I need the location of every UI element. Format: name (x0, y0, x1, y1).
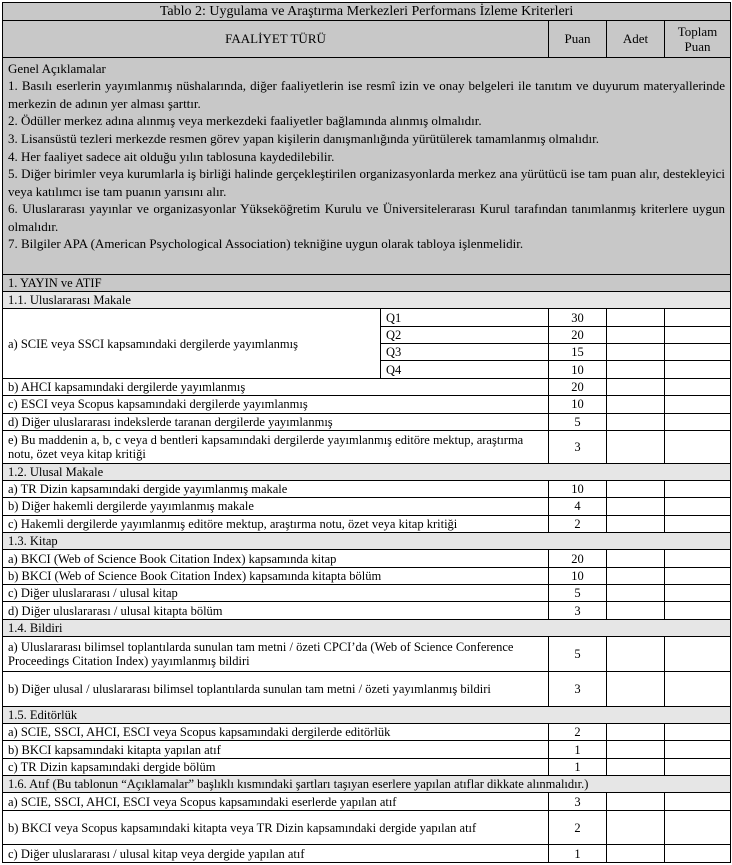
points-value: 10 (549, 480, 607, 497)
criterion-label: c) Diğer uluslararası / ulusal kitap veya dergide yapılan atıf (3, 845, 549, 863)
points-value: 2 (549, 810, 607, 845)
note-item: 3. Lisansüstü tezleri merkezde resmen görev yapan kişilerin danışmanlığında yürütülerek tamamlanmış olmalıdır. (8, 130, 599, 146)
points-value: 15 (549, 344, 607, 361)
total-cell[interactable] (665, 309, 731, 326)
section-heading: 1. YAYIN ve ATIF (3, 274, 731, 291)
criterion-label: b) Diğer hakemli dergilerde yayımlanmış makale (3, 498, 549, 515)
criterion-label: b) Diğer ulusal / uluslararası bilimsel toplantılarda sunulan tam metni / özeti yayımlanmış bildiri (3, 671, 549, 706)
note-item: 4. Her faaliyet sadece ait olduğu yılın tablosuna kaydedilebilir. (8, 148, 335, 164)
criterion-label: c) ESCI veya Scopus kapsamındaki dergilerde yayımlanmış (3, 396, 549, 413)
count-cell[interactable] (607, 413, 665, 430)
count-cell[interactable] (607, 810, 665, 845)
count-cell[interactable] (607, 567, 665, 584)
criterion-label: c) Diğer uluslararası / ulusal kitap (3, 585, 549, 602)
total-cell[interactable] (665, 361, 731, 378)
total-cell[interactable] (665, 723, 731, 740)
criterion-label: e) Bu maddenin a, b, c veya d bentleri kapsamındaki dergilerde yayımlanmış editöre mektup, araştırma notu, özet veya kitap kritiği (3, 430, 549, 463)
points-value: 3 (549, 671, 607, 706)
total-cell[interactable] (665, 498, 731, 515)
quartile-label: Q3 (381, 344, 549, 361)
count-cell[interactable] (607, 845, 665, 863)
points-value: 5 (549, 413, 607, 430)
count-cell[interactable] (607, 326, 665, 343)
criterion-label: a) SCIE veya SSCI kapsamındaki dergilerde yayımlanmış (3, 309, 381, 378)
quartile-label: Q4 (381, 361, 549, 378)
total-cell[interactable] (665, 602, 731, 619)
note-item: 6. Uluslararası yayınlar ve organizasyonlar Yükseköğretim Kurulu ve Üniversitelerarası Kurul tarafından tanımlanmış kriterlere uygun olmalıdır. (8, 201, 726, 234)
subsection-heading: 1.3. Kitap (3, 533, 731, 550)
criterion-label: a) BKCI (Web of Science Book Citation Index) kapsamında kitap (3, 550, 549, 567)
total-cell[interactable] (665, 567, 731, 584)
header-total-points: Toplam Puan (665, 21, 731, 58)
total-cell[interactable] (665, 430, 731, 463)
points-value: 10 (549, 396, 607, 413)
note-item: 2. Ödüller merkez adına alınmış veya merkezdeki faaliyetler bağlamında alınmış olmalıdır. (8, 113, 482, 129)
count-cell[interactable] (607, 637, 665, 672)
count-cell[interactable] (607, 602, 665, 619)
points-value: 1 (549, 741, 607, 758)
total-cell[interactable] (665, 413, 731, 430)
total-cell[interactable] (665, 810, 731, 845)
count-cell[interactable] (607, 480, 665, 497)
count-cell[interactable] (607, 344, 665, 361)
subsection-heading: 1.1. Uluslararası Makale (3, 292, 731, 309)
count-cell[interactable] (607, 723, 665, 740)
note-item: 1. Basılı eserlerin yayımlanmış nüshalarında, diğer faaliyetlerin ise resmî izin ve onay belgeleri ile tanıtım ve duyurum materyallerinde merkezin de adının yer alması şarttır. (8, 78, 726, 111)
total-cell[interactable] (665, 758, 731, 775)
criterion-label: d) Diğer uluslararası / ulusal kitapta bölüm (3, 602, 549, 619)
subsection-heading: 1.5. Editörlük (3, 706, 731, 723)
total-cell[interactable] (665, 326, 731, 343)
total-cell[interactable] (665, 671, 731, 706)
total-cell[interactable] (665, 637, 731, 672)
total-cell[interactable] (665, 515, 731, 532)
count-cell[interactable] (607, 550, 665, 567)
points-value: 2 (549, 515, 607, 532)
count-cell[interactable] (607, 793, 665, 810)
points-value: 3 (549, 602, 607, 619)
points-value: 4 (549, 498, 607, 515)
note-item: 5. Diğer birimler veya kurumlarla iş birliği halinde gerçekleştirilen organizasyonlarda merkez ana yürütücü ise tam puan alır, destekleyici veya katılımcı ise tam puanın yarısını alır. (8, 166, 726, 199)
subsection-heading: 1.2. Ulusal Makale (3, 463, 731, 480)
total-cell[interactable] (665, 793, 731, 810)
criterion-label: a) TR Dizin kapsamındaki dergide yayımlanmış makale (3, 480, 549, 497)
count-cell[interactable] (607, 361, 665, 378)
points-value: 2 (549, 723, 607, 740)
performance-criteria-table (2, 2, 731, 863)
total-cell[interactable] (665, 845, 731, 863)
total-cell[interactable] (665, 396, 731, 413)
count-cell[interactable] (607, 515, 665, 532)
criterion-label: c) Hakemli dergilerde yayımlanmış editöre mektup, araştırma notu, özet veya kitap kritiği (3, 515, 549, 532)
points-value: 5 (549, 637, 607, 672)
points-value: 1 (549, 845, 607, 863)
total-cell[interactable] (665, 480, 731, 497)
count-cell[interactable] (607, 396, 665, 413)
total-cell[interactable] (665, 344, 731, 361)
points-value: 10 (549, 567, 607, 584)
points-value: 30 (549, 309, 607, 326)
count-cell[interactable] (607, 671, 665, 706)
criterion-label: c) TR Dizin kapsamındaki dergide bölüm (3, 758, 549, 775)
criterion-label: b) AHCI kapsamındaki dergilerde yayımlanmış (3, 378, 549, 395)
points-value: 10 (549, 361, 607, 378)
criterion-label: b) BKCI veya Scopus kapsamındaki kitapta veya TR Dizin kapsamındaki dergide yapılan atıf (3, 810, 549, 845)
points-value: 3 (549, 430, 607, 463)
header-count: Adet (607, 21, 665, 58)
criterion-label: b) BKCI (Web of Science Book Citation Index) kapsamında kitapta bölüm (3, 567, 549, 584)
table-title: Tablo 2: Uygulama ve Araştırma Merkezleri Performans İzleme Kriterleri (3, 3, 731, 21)
criterion-label: d) Diğer uluslararası indekslerde taranan dergilerde yayımlanmış (3, 413, 549, 430)
total-cell[interactable] (665, 378, 731, 395)
header-points: Puan (549, 21, 607, 58)
points-value: 1 (549, 758, 607, 775)
points-value: 5 (549, 585, 607, 602)
count-cell[interactable] (607, 758, 665, 775)
header-activity-type: FAALİYET TÜRÜ (3, 21, 549, 58)
total-cell[interactable] (665, 585, 731, 602)
count-cell[interactable] (607, 585, 665, 602)
count-cell[interactable] (607, 498, 665, 515)
points-value: 3 (549, 793, 607, 810)
total-cell[interactable] (665, 550, 731, 567)
subsection-heading: 1.6. Atıf (Bu tablonun “Açıklamalar” başlıklı kısmındaki şartları taşıyan eserlere yapılan atıflar dikkate alınmalıdır.) (3, 776, 731, 793)
criterion-label: a) Uluslararası bilimsel toplantılarda sunulan tam metni / özeti CPCI’da (Web of Science Conference Proceedings Citation Index) yayımlanmış bildiri (3, 637, 549, 672)
total-cell[interactable] (665, 741, 731, 758)
quartile-label: Q2 (381, 326, 549, 343)
points-value: 20 (549, 550, 607, 567)
count-cell[interactable] (607, 309, 665, 326)
quartile-label: Q1 (381, 309, 549, 326)
general-notes (3, 58, 731, 275)
points-value: 20 (549, 378, 607, 395)
subsection-heading: 1.4. Bildiri (3, 619, 731, 636)
points-value: 20 (549, 326, 607, 343)
count-cell[interactable] (607, 430, 665, 463)
count-cell[interactable] (607, 378, 665, 395)
count-cell[interactable] (607, 741, 665, 758)
note-item: 7. Bilgiler APA (American Psychological Association) tekniğine uygun olarak tabloya işlenmelidir. (8, 236, 524, 252)
general-notes-title: Genel Açıklamalar (8, 61, 106, 77)
criterion-label: a) SCIE, SSCI, AHCI, ESCI veya Scopus kapsamındaki dergilerde editörlük (3, 723, 549, 740)
criterion-label: b) BKCI kapsamındaki kitapta yapılan atıf (3, 741, 549, 758)
criterion-label: a) SCIE, SSCI, AHCI, ESCI veya Scopus kapsamındaki eserlerde yapılan atıf (3, 793, 549, 810)
